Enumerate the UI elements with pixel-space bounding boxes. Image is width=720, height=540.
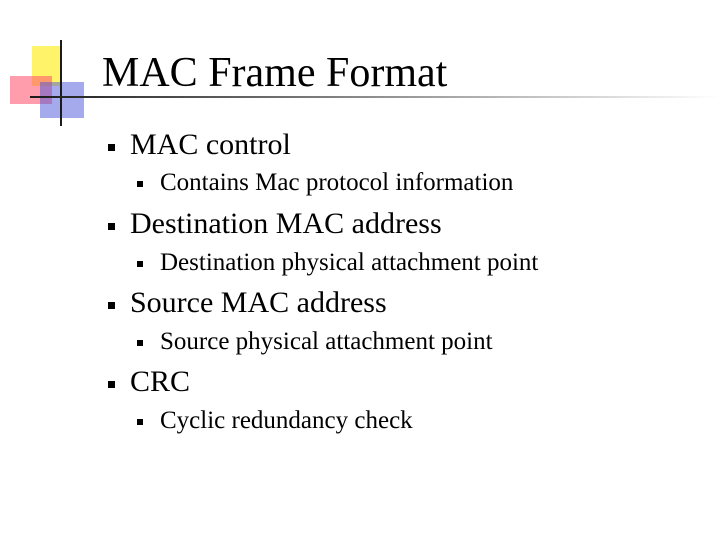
list-item-label: CRC xyxy=(130,365,191,398)
square-bullet-icon xyxy=(137,340,143,346)
square-bullet-icon xyxy=(137,419,143,425)
list-item-label: Source MAC address xyxy=(130,286,387,319)
square-bullet-icon xyxy=(137,181,143,187)
square-bullet-icon xyxy=(108,144,115,151)
square-bullet-icon xyxy=(137,261,143,267)
square-bullet-icon xyxy=(108,223,115,230)
sub-item-label: Source physical attachment point xyxy=(160,328,493,355)
sub-item-label: Cyclic redundancy check xyxy=(160,407,413,434)
square-bullet-icon xyxy=(108,381,115,388)
sub-item-label: Destination physical attachment point xyxy=(160,249,539,276)
square-bullet-icon xyxy=(108,302,115,309)
list-item-label: Destination MAC address xyxy=(130,207,442,240)
slide-title: MAC Frame Format xyxy=(102,50,448,96)
list-item-label: MAC control xyxy=(130,128,291,161)
sub-item-label: Contains Mac protocol information xyxy=(160,169,514,196)
